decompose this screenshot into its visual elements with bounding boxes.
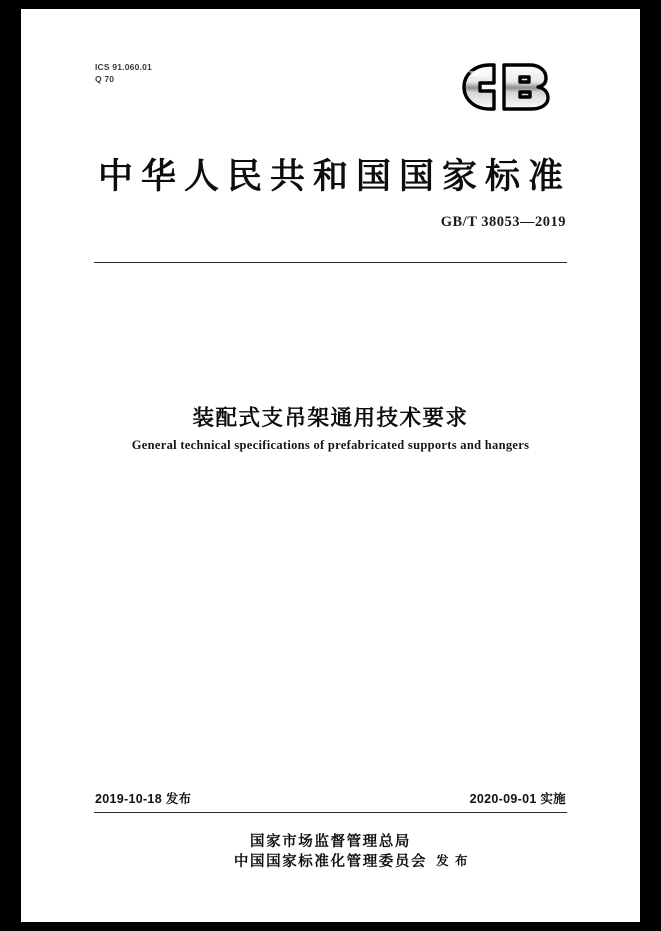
- cover-content-area: [73, 9, 588, 922]
- subject-title-chinese: 装配式支吊架通用技术要求: [192, 406, 469, 431]
- gb-logo-icon: [434, 51, 566, 123]
- standard-cover-page: [21, 9, 640, 922]
- divider-top: [94, 262, 567, 263]
- publisher-names: [233, 832, 469, 871]
- standard-number: GB/T 38053—2019: [440, 214, 566, 230]
- publisher-block: [73, 832, 588, 871]
- effective-date: 2020-09-01 实施: [469, 792, 566, 806]
- ics-code: ICS 91.060.01: [95, 62, 152, 72]
- subject-title-english: General technical specifications of prefabricated supports and hangers: [131, 438, 530, 452]
- issue-date: 2019-10-18 发布: [95, 792, 192, 806]
- ccs-code: Q 70: [95, 74, 115, 85]
- divider-bottom: [94, 812, 567, 813]
- ics-classification-block: [95, 61, 152, 86]
- publisher-line-2: 中国国家标准化管理委员会: [233, 852, 428, 870]
- page-title: 中华人民共和国国家标准: [97, 156, 571, 197]
- publisher-line-1: 国家市场监督管理总局: [249, 833, 411, 850]
- publisher-verb: 发 布: [436, 853, 469, 869]
